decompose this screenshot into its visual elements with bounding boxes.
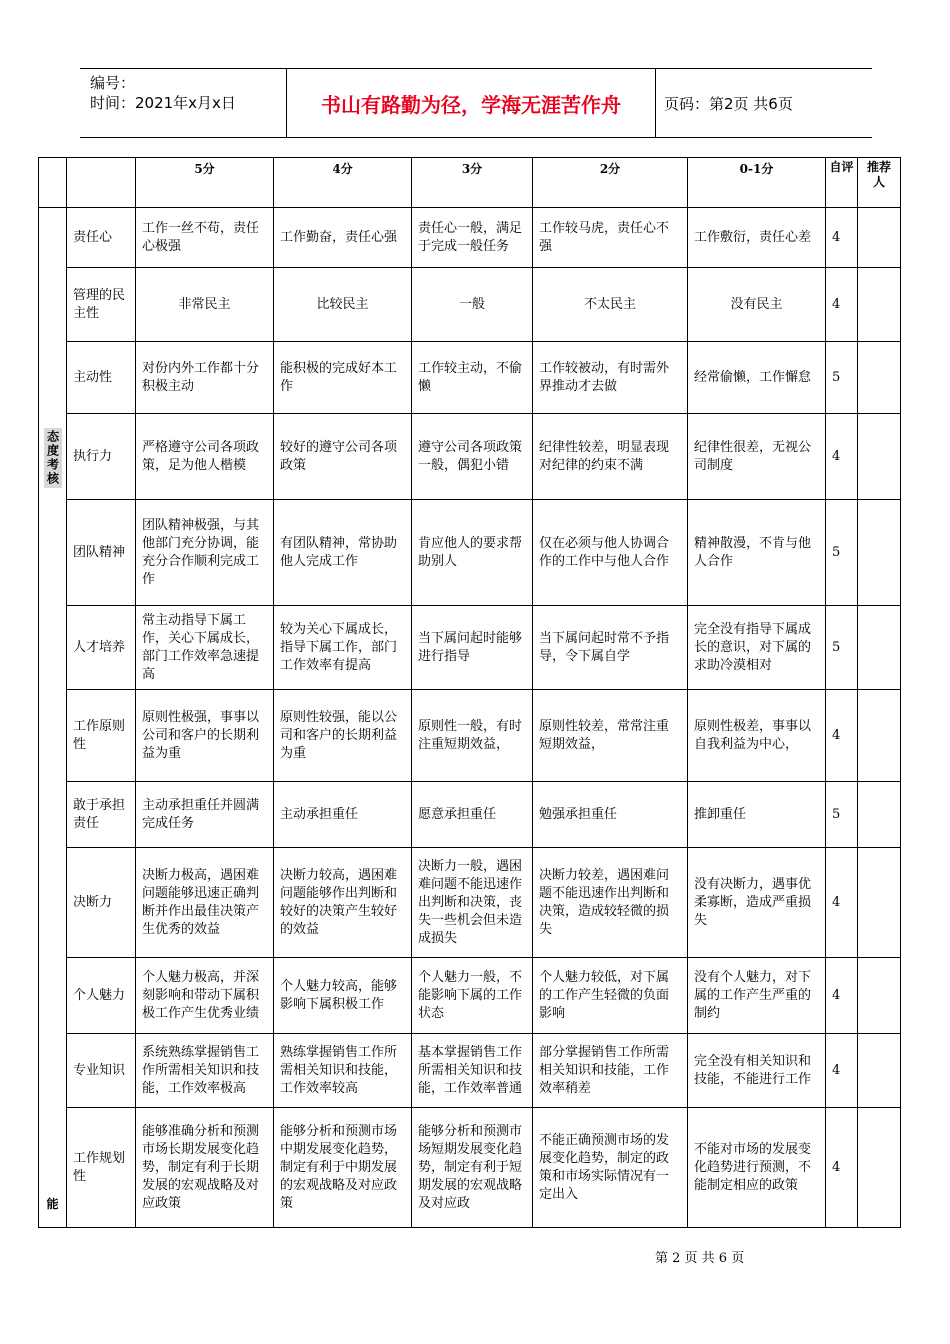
row-item-name: 工作规划性 xyxy=(67,1108,136,1228)
score-2-desc: 原则性较差，常常注重短期效益， xyxy=(533,690,688,782)
score-4-desc: 较为关心下属成长，指导下属工作，部门工作效率有提高 xyxy=(274,606,412,690)
recommender-score xyxy=(858,268,901,342)
score-3-desc: 一般 xyxy=(412,268,533,342)
score-3-desc: 基本掌握销售工作所需相关知识和技能，工作效率普通 xyxy=(412,1034,533,1108)
score-3-desc: 愿意承担重任 xyxy=(412,782,533,848)
self-eval-score: 5 xyxy=(826,500,858,606)
header-score-4: 4分 xyxy=(274,158,412,208)
score-3-desc: 决断力一般，遇困难问题不能迅速作出判断和决策，丧失一些机会但未造成损失 xyxy=(412,848,533,958)
score-0-1-desc: 精神散漫，不肯与他人合作 xyxy=(688,500,826,606)
score-5-desc: 原则性极强，事事以公司和客户的长期利益为重 xyxy=(136,690,274,782)
header-motto: 书山有路勤为径，学海无涯苦作舟 xyxy=(286,69,656,137)
recommender-score xyxy=(858,1034,901,1108)
score-3-desc: 当下属问起时能够进行指导 xyxy=(412,606,533,690)
recommender-score xyxy=(858,606,901,690)
score-2-desc: 仅在必须与他人协调合作的工作中与他人合作 xyxy=(533,500,688,606)
self-eval-score: 4 xyxy=(826,414,858,500)
self-eval-score: 4 xyxy=(826,208,858,268)
score-0-1-desc: 工作敷衍，责任心差 xyxy=(688,208,826,268)
row-item-name: 主动性 xyxy=(67,342,136,414)
header-blank-2 xyxy=(67,158,136,208)
table-row xyxy=(39,268,901,342)
score-0-1-desc: 原则性极差，事事以自我利益为中心， xyxy=(688,690,826,782)
score-4-desc: 主动承担重任 xyxy=(274,782,412,848)
row-item-name: 敢于承担责任 xyxy=(67,782,136,848)
header-self-eval: 自评 xyxy=(826,158,858,208)
score-5-desc: 能够准确分析和预测市场长期发展变化趋势，制定有利于长期发展的宏观战略及对应政策 xyxy=(136,1108,274,1228)
header-score-0-1: 0-1分 xyxy=(688,158,826,208)
row-item-name: 执行力 xyxy=(67,414,136,500)
score-4-desc: 熟练掌握销售工作所需相关知识和技能，工作效率较高 xyxy=(274,1034,412,1108)
number-label: 编号： xyxy=(90,74,136,92)
score-3-desc: 遵守公司各项政策一般，偶犯小错 xyxy=(412,414,533,500)
score-3-desc: 能够分析和预测市场短期发展变化趋势，制定有利于短期发展的宏观战略及对应政 xyxy=(412,1108,533,1228)
score-5-desc: 团队精神极强，与其他部门充分协调，能充分合作顺利完成工作 xyxy=(136,500,274,606)
self-eval-score: 4 xyxy=(826,848,858,958)
self-eval-score: 5 xyxy=(826,782,858,848)
score-0-1-desc: 纪律性很差，无视公司制度 xyxy=(688,414,826,500)
score-5-desc: 个人魅力极高，并深刻影响和带动下属积极工作产生优秀业绩 xyxy=(136,958,274,1034)
recommender-score xyxy=(858,500,901,606)
category-attitude: 态度考核 xyxy=(45,429,60,486)
score-0-1-desc: 没有决断力，遇事优柔寡断，造成严重损失 xyxy=(688,848,826,958)
header-score-2: 2分 xyxy=(533,158,688,208)
row-item-name: 工作原则性 xyxy=(67,690,136,782)
score-5-desc: 工作一丝不苟，责任心极强 xyxy=(136,208,274,268)
category-ability: 能 xyxy=(46,1196,59,1211)
self-eval-score: 4 xyxy=(826,268,858,342)
table-row xyxy=(39,414,901,500)
recommender-score xyxy=(858,414,901,500)
score-5-desc: 常主动指导下属工作，关心下属成长，部门工作效率急速提高 xyxy=(136,606,274,690)
header-recommender: 推荐人 xyxy=(858,158,901,208)
score-3-desc: 个人魅力一般，不能影响下属的工作状态 xyxy=(412,958,533,1034)
row-item-name: 人才培养 xyxy=(67,606,136,690)
score-2-desc: 纪律性较差，明显表现对纪律的约束不满 xyxy=(533,414,688,500)
recommender-score xyxy=(858,208,901,268)
score-0-1-desc: 没有个人魅力，对下属的工作产生严重的制约 xyxy=(688,958,826,1034)
score-0-1-desc: 推卸重任 xyxy=(688,782,826,848)
score-4-desc: 原则性较强，能以公司和客户的长期利益为重 xyxy=(274,690,412,782)
row-item-name: 个人魅力 xyxy=(67,958,136,1034)
score-2-desc: 不能正确预测市场的发展变化趋势，制定的政策和市场实际情况有一定出入 xyxy=(533,1108,688,1228)
document-header xyxy=(80,68,872,138)
self-eval-score: 4 xyxy=(826,690,858,782)
table-header-row xyxy=(39,158,901,208)
recommender-score xyxy=(858,342,901,414)
table-row xyxy=(39,690,901,782)
self-eval-score: 5 xyxy=(826,342,858,414)
score-4-desc: 决断力较高，遇困难问题能够作出判断和较好的决策产生较好的效益 xyxy=(274,848,412,958)
table-row xyxy=(39,342,901,414)
table-row xyxy=(39,782,901,848)
score-5-desc: 对份内外工作都十分积极主动 xyxy=(136,342,274,414)
time-label: 时间：2021年x月x日 xyxy=(90,94,236,112)
header-score-3: 3分 xyxy=(412,158,533,208)
row-item-name: 专业知识 xyxy=(67,1034,136,1108)
score-4-desc: 个人魅力较高，能够影响下属积极工作 xyxy=(274,958,412,1034)
score-2-desc: 决断力较差，遇困难问题不能迅速作出判断和决策，造成较轻微的损失 xyxy=(533,848,688,958)
score-4-desc: 能够分析和预测市场中期发展变化趋势，制定有利于中期发展的宏观战略及对应政策 xyxy=(274,1108,412,1228)
row-item-name: 决断力 xyxy=(67,848,136,958)
table-row xyxy=(39,208,901,268)
row-item-name: 团队精神 xyxy=(67,500,136,606)
score-0-1-desc: 经常偷懒，工作懈怠 xyxy=(688,342,826,414)
score-2-desc: 个人魅力较低，对下属的工作产生轻微的负面影响 xyxy=(533,958,688,1034)
table-row xyxy=(39,1034,901,1108)
recommender-score xyxy=(858,1108,901,1228)
score-4-desc: 能积极的完成好本工作 xyxy=(274,342,412,414)
score-2-desc: 勉强承担重任 xyxy=(533,782,688,848)
score-0-1-desc: 没有民主 xyxy=(688,268,826,342)
score-3-desc: 肯应他人的要求帮助别人 xyxy=(412,500,533,606)
score-4-desc: 较好的遵守公司各项政策 xyxy=(274,414,412,500)
score-0-1-desc: 完全没有指导下属成长的意识，对下属的求助冷漠相对 xyxy=(688,606,826,690)
header-meta xyxy=(90,73,275,113)
self-eval-score: 5 xyxy=(826,606,858,690)
self-eval-score: 4 xyxy=(826,1108,858,1228)
score-3-desc: 原则性一般，有时注重短期效益， xyxy=(412,690,533,782)
page-footer: 第 2 页 共 6 页 xyxy=(655,1251,745,1266)
row-item-name: 责任心 xyxy=(67,208,136,268)
table-row xyxy=(39,958,901,1034)
score-5-desc: 严格遵守公司各项政策，足为他人楷模 xyxy=(136,414,274,500)
score-2-desc: 部分掌握销售工作所需相关知识和技能，工作效率稍差 xyxy=(533,1034,688,1108)
score-3-desc: 责任心一般，满足于完成一般任务 xyxy=(412,208,533,268)
score-0-1-desc: 不能对市场的发展变化趋势进行预测，不能制定相应的政策 xyxy=(688,1108,826,1228)
score-2-desc: 工作较马虎，责任心不强 xyxy=(533,208,688,268)
header-score-5: 5分 xyxy=(136,158,274,208)
self-eval-score: 4 xyxy=(826,1034,858,1108)
score-5-desc: 主动承担重任并圆满完成任务 xyxy=(136,782,274,848)
score-5-desc: 系统熟练掌握销售工作所需相关知识和技能，工作效率极高 xyxy=(136,1034,274,1108)
recommender-score xyxy=(858,958,901,1034)
score-2-desc: 当下属问起时常不予指导，令下属自学 xyxy=(533,606,688,690)
score-5-desc: 非常民主 xyxy=(136,268,274,342)
score-5-desc: 决断力极高，遇困难问题能够迅速正确判断并作出最佳决策产生优秀的效益 xyxy=(136,848,274,958)
score-4-desc: 工作勤奋，责任心强 xyxy=(274,208,412,268)
header-blank-1 xyxy=(39,158,67,208)
row-item-name: 管理的民主性 xyxy=(67,268,136,342)
header-page-label: 页码：第2页 共6页 xyxy=(664,94,793,113)
table-row xyxy=(39,848,901,958)
recommender-score xyxy=(858,848,901,958)
score-4-desc: 有团队精神，常协助他人完成工作 xyxy=(274,500,412,606)
score-3-desc: 工作较主动，不偷懒 xyxy=(412,342,533,414)
self-eval-score: 4 xyxy=(826,958,858,1034)
score-0-1-desc: 完全没有相关知识和技能，不能进行工作 xyxy=(688,1034,826,1108)
score-4-desc: 比较民主 xyxy=(274,268,412,342)
category-cell xyxy=(39,208,67,1228)
recommender-score xyxy=(858,782,901,848)
table-row xyxy=(39,606,901,690)
recommender-score xyxy=(858,690,901,782)
table-row xyxy=(39,1108,901,1228)
table-row xyxy=(39,500,901,606)
score-2-desc: 工作较被动，有时需外界推动才去做 xyxy=(533,342,688,414)
score-2-desc: 不太民主 xyxy=(533,268,688,342)
evaluation-table xyxy=(38,157,901,1228)
